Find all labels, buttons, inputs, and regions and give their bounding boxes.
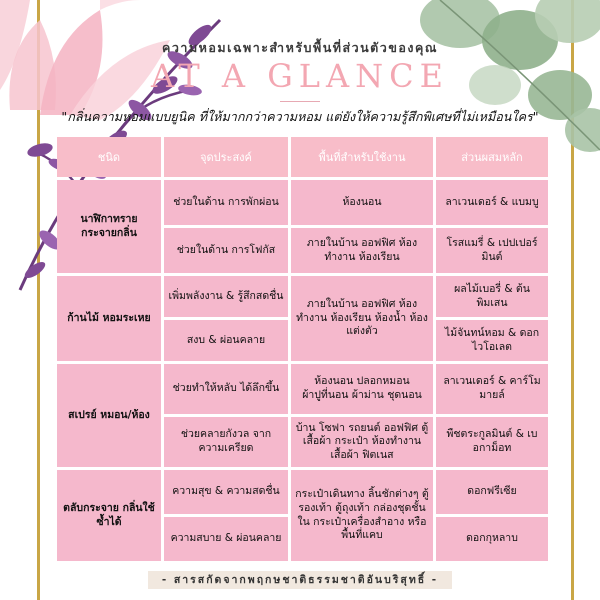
footer-banner: - สารสกัดจากพฤกษชาติธรรมชาติอันบริสุทธิ์ - [148, 571, 452, 589]
purpose-cell: ช่วยในด้าน การโฟกัส [164, 228, 288, 273]
purpose-cell: ช่วยคลายกังวล จากความเครียด [164, 417, 288, 467]
table-row [57, 364, 548, 414]
area-cell: ภายในบ้าน ออฟฟิศ ห้องทำงาน ห้องเรียน [291, 228, 433, 273]
header-purpose: จุดประสงค์ [164, 137, 288, 177]
ingredient-cell: ไม้จันทน์หอม & ดอกไวโอเลต [436, 320, 548, 361]
ingredient-cell: ลาเวนเดอร์ & คาร์โมมายล์ [436, 364, 548, 414]
area-cell: ภายในบ้าน ออฟฟิศ ห้องทำงาน ห้องเรียน ห้องน้ำ ห้องแต่งตัว [291, 276, 433, 361]
tagline-quote: "กลิ่นความหอมแบบยูนิค ที่ให้มากกว่าความหอม แต่ยังให้ความรู้สึกพิเศษที่ไม่เหมือนใคร" [61, 109, 539, 124]
ingredient-cell: โรสแมรี่ & เปปเปอร์มินต์ [436, 228, 548, 273]
table-row [57, 180, 548, 225]
category-cell: นาฬิกาทราย กระจายกลิ่น [57, 180, 161, 273]
ingredient-cell: ดอกฟรีเซีย [436, 470, 548, 514]
area-cell: กระเป๋าเดินทาง ลิ้นชักต่างๆ ตู้รองเท้า ตู้ถุงเท้า กล่องชุดชั้นใน กระเป๋าเครื่องสำอาง หรือพื้นที่แคบ [291, 470, 433, 561]
category-cell: ตลับกระจาย กลิ่นใช้ซ้ำได้ [57, 470, 161, 561]
page-subtitle: ความหอมเฉพาะสำหรับพื้นที่ส่วนตัวของคุณ [162, 40, 438, 55]
purpose-cell: สงบ & ผ่อนคลาย [164, 320, 288, 361]
product-table [54, 134, 551, 564]
table-row [57, 470, 548, 514]
ingredient-cell: ดอกกุหลาบ [436, 517, 548, 561]
title-divider [280, 101, 320, 102]
purpose-cell: ช่วยทำให้หลับ ได้ลึกขึ้น [164, 364, 288, 414]
purpose-cell: ช่วยในด้าน การพักผ่อน [164, 180, 288, 225]
category-cell: สเปรย์ หมอน/ห้อง [57, 364, 161, 467]
area-cell: ห้องนอน [291, 180, 433, 225]
table-header-row [57, 137, 548, 177]
purpose-cell: เพิ่มพลังงาน & รู้สึกสดชื่น [164, 276, 288, 317]
header-type: ชนิด [57, 137, 161, 177]
ingredient-cell: พืชตระกูลมินต์ & เบอกาม็อท [436, 417, 548, 467]
table-row [57, 276, 548, 317]
purpose-cell: ความสบาย & ผ่อนคลาย [164, 517, 288, 561]
ingredient-cell: ผลไม้เบอรี่ & ต้นพิมเสน [436, 276, 548, 317]
header-area: พื้นที่สำหรับใช้งาน [291, 137, 433, 177]
header-ingredient: ส่วนผสมหลัก [436, 137, 548, 177]
category-cell: ก้านไม้ หอมระเหย [57, 276, 161, 361]
page-title: AT A GLANCE [151, 57, 449, 95]
ingredient-cell: ลาเวนเดอร์ & แบมบู [436, 180, 548, 225]
area-cell: ห้องนอน ปลอกหมอน ผ้าปูที่นอน ผ้าม่าน ชุดนอน [291, 364, 433, 414]
purpose-cell: ความสุข & ความสดชื่น [164, 470, 288, 514]
area-cell: บ้าน โซฟา รถยนต์ ออฟฟิศ ตู้เสื้อผ้า กระเป๋า ห้องทำงาน เสื้อผ้า ฟิตเนส [291, 417, 433, 467]
